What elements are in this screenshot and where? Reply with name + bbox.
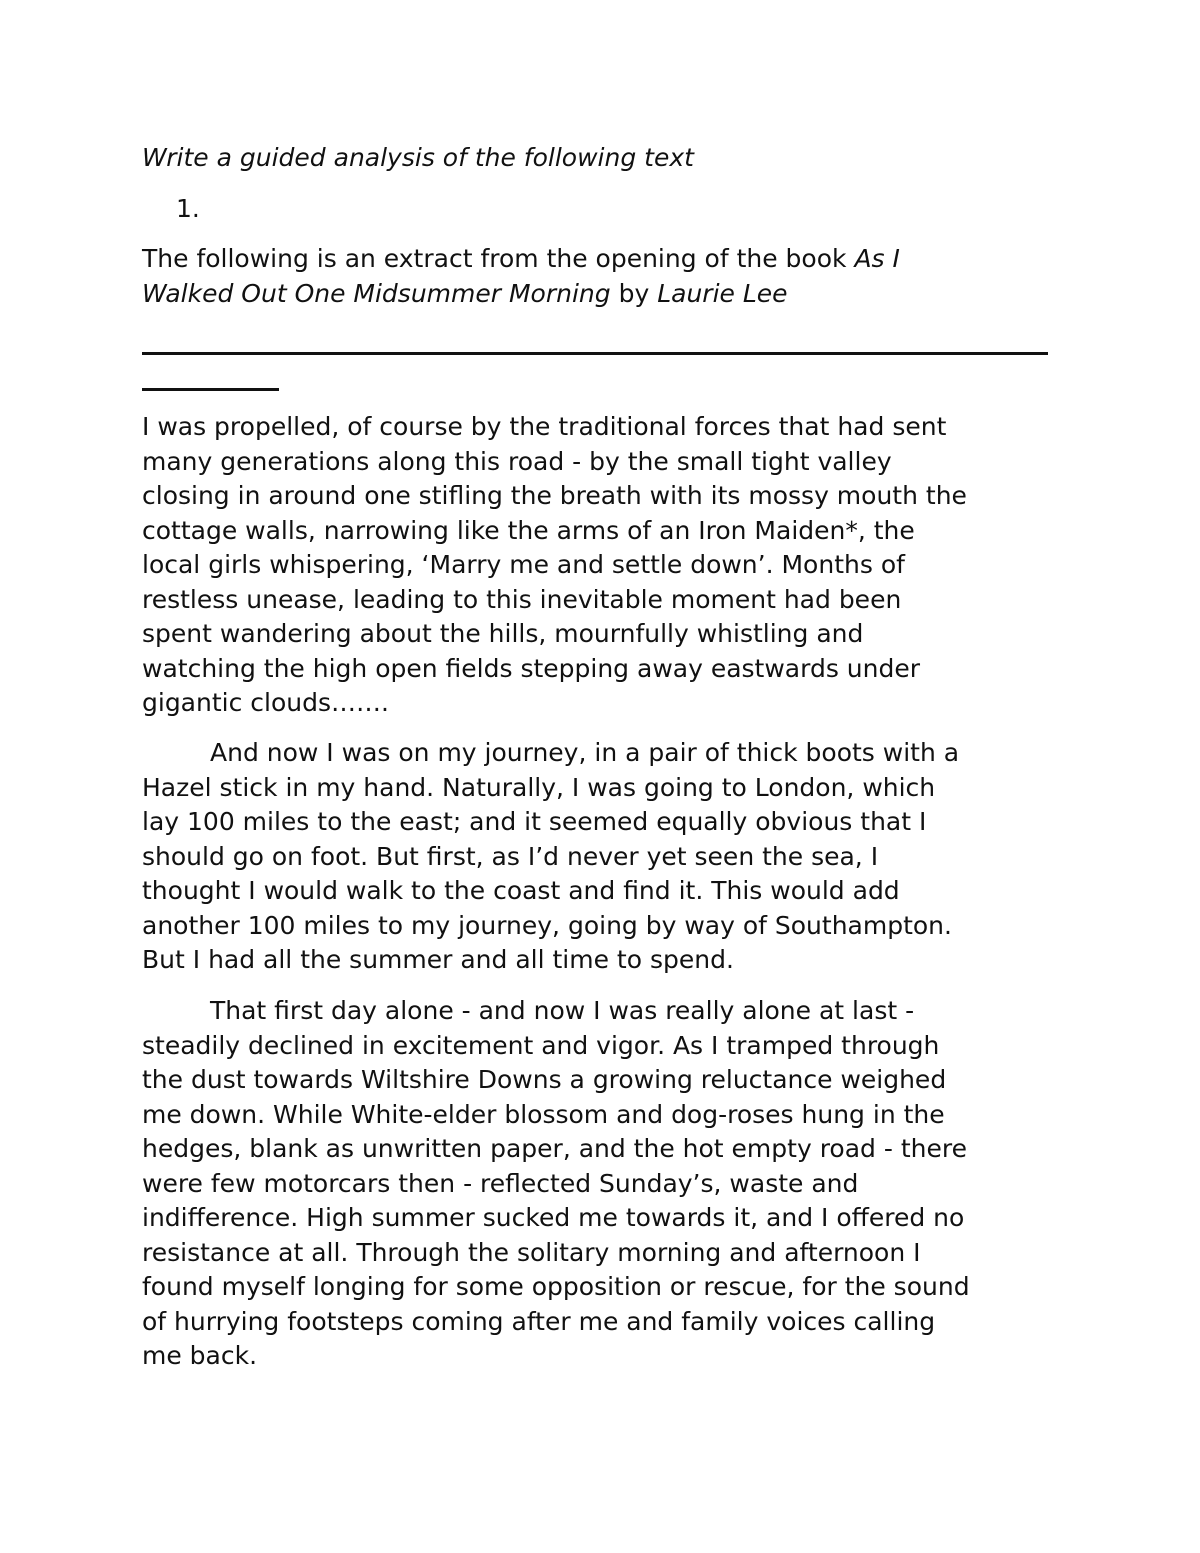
text-line: resistance at all. Through the solitary morning and afternoon I [142,1237,921,1267]
extract-paragraph-1 [142,410,967,721]
divider-line [142,352,1048,355]
intro-paragraph [142,241,1062,311]
text-line: But I had all the summer and all time to spend. [142,945,734,974]
text-line: me back. [142,1341,258,1370]
intro-line [142,276,1062,311]
intro-text: by [610,279,658,308]
text-line: the dust towards Wiltshire Downs a growing reluctance weighed [142,1065,947,1094]
author-name: Laurie Lee [657,279,788,308]
text-line: watching the high open fields stepping away eastwards under [142,653,921,683]
text-line: many generations along this road - by the small tight valley [142,446,892,476]
text-line: lay 100 miles to the east; and it seemed equally obvious that I [142,807,927,836]
text-line: steadily declined in excitement and vigor. As I tramped through [142,1030,940,1060]
text-line: found myself longing for some opposition or rescue, for the sound [142,1272,970,1301]
text-line: And now I was on my journey, in a pair of thick boots with a [210,738,960,767]
text-line: thought I would walk to the coast and find it. This would add [142,876,900,905]
text-line: gigantic clouds……. [142,688,389,717]
text-line: local girls whispering, ‘Marry me and settle down’. Months of [142,550,905,579]
extract-paragraph-3 [142,994,970,1374]
intro-line [142,241,1062,276]
text-line: closing in around one stifling the breath with its mossy mouth the [142,481,967,510]
instruction-heading: Write a guided analysis of the following text [142,143,694,172]
text-line: That first day alone - and now I was really alone at last - [210,996,915,1025]
book-title-part: Walked Out One Midsummer Morning [142,279,611,308]
text-line: of hurrying footsteps coming after me and family voices calling [142,1306,936,1336]
divider-line-short [142,388,279,391]
extract-paragraph-2 [142,736,959,978]
text-line: me down. While White-elder blossom and dog-roses hung in the [142,1099,945,1129]
text-line: I was propelled, of course by the traditional forces that had sent [142,412,947,441]
question-number: 1. [176,194,200,223]
text-line: spent wandering about the hills, mournfully whistling and [142,619,864,648]
text-line: indifference. High summer sucked me towards it, and I offered no [142,1203,965,1232]
book-title-part: As I [854,244,900,273]
intro-text: The following is an extract from the opening of the book [142,244,855,273]
text-line: cottage walls, narrowing like the arms of an Iron Maiden*, the [142,515,915,545]
text-line: restless unease, leading to this inevitable moment had been [142,584,902,614]
text-line: Hazel stick in my hand. Naturally, I was going to London, which [142,772,936,802]
text-line: should go on foot. But first, as I’d never yet seen the sea, I [142,841,879,871]
text-line: hedges, blank as unwritten paper, and the hot empty road - there [142,1134,967,1163]
text-line: were few motorcars then - reflected Sunday’s, waste and [142,1168,859,1198]
text-line: another 100 miles to my journey, going by way of Southampton. [142,910,952,940]
